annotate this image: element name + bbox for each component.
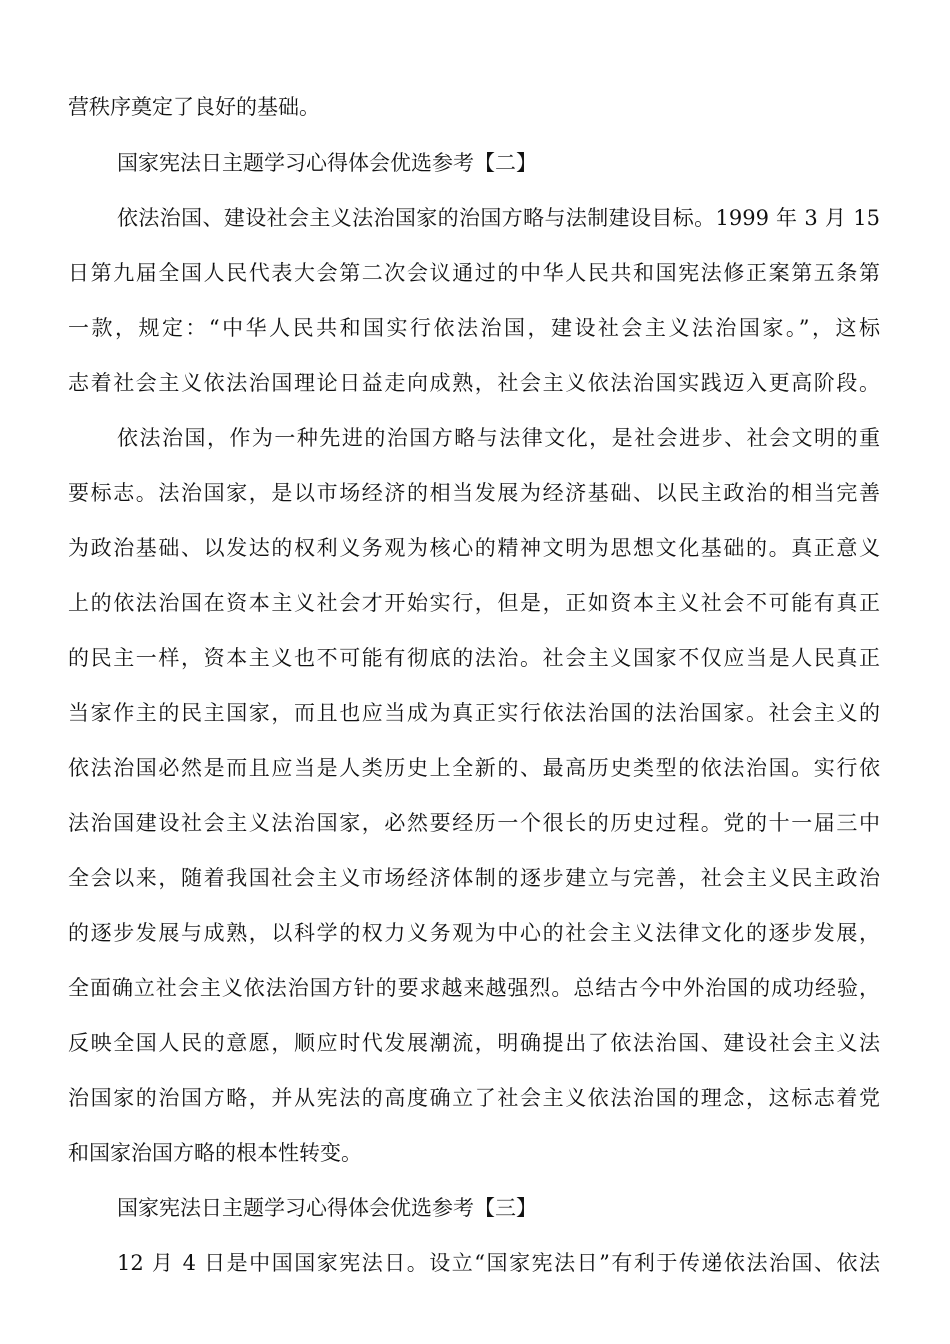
text-line-3: 依法治国、建设社会主义法治国家的治国方略与法制建设目标。1999 年 3 月 15: [117, 206, 880, 230]
text-line-10: 上的依法治国在资本主义社会才开始实行，但是，正如资本主义社会不可能有真正: [68, 591, 880, 615]
section-heading-2: 国家宪法日主题学习心得体会优选参考【二】: [117, 151, 537, 175]
text-line-13: 依法治国必然是而且应当是人类历史上全新的、最高历史类型的依法治国。实行依: [68, 756, 880, 780]
text-line-9: 为政治基础、以发达的权利义务观为核心的精神文明为思想文化基础的。真正意义: [68, 536, 880, 560]
text-line-11: 的民主一样，资本主义也不可能有彻底的法治。社会主义国家不仅应当是人民真正: [68, 646, 880, 670]
text-line-22: 12 月 4 日是中国国家宪法日。设立“国家宪法日”有利于传递依法治国、依法: [117, 1251, 880, 1275]
text-line-5: 一款，规定：“中华人民共和国实行依法治国，建设社会主义法治国家。”，这标: [68, 316, 880, 340]
text-line-16: 的逐步发展与成熟，以科学的权力义务观为中心的社会主义法律文化的逐步发展，: [68, 921, 880, 945]
text-line-15: 全会以来，随着我国社会主义市场经济体制的逐步建立与完善，社会主义民主政治: [68, 866, 880, 890]
text-line-4: 日第九届全国人民代表大会第二次会议通过的中华人民共和国宪法修正案第五条第: [68, 261, 880, 285]
text-line-20: 和国家治国方略的根本性转变。: [68, 1141, 362, 1165]
text-line-7: 依法治国，作为一种先进的治国方略与法律文化，是社会进步、社会文明的重: [117, 426, 880, 450]
text-line-19: 治国家的治国方略，并从宪法的高度确立了社会主义依法治国的理念，这标志着党: [68, 1086, 880, 1110]
text-line-12: 当家作主的民主国家，而且也应当成为真正实行依法治国的法治国家。社会主义的: [68, 701, 880, 725]
text-line-1: 营秩序奠定了良好的基础。: [68, 95, 320, 119]
section-heading-3: 国家宪法日主题学习心得体会优选参考【三】: [117, 1196, 537, 1220]
text-line-17: 全面确立社会主义依法治国方针的要求越来越强烈。总结古今中外治国的成功经验，: [68, 976, 880, 1000]
text-line-14: 法治国建设社会主义法治国家，必然要经历一个很长的历史过程。党的十一届三中: [68, 811, 880, 835]
text-line-18: 反映全国人民的意愿，顺应时代发展潮流，明确提出了依法治国、建设社会主义法: [68, 1031, 880, 1055]
text-line-8: 要标志。法治国家，是以市场经济的相当发展为经济基础、以民主政治的相当完善: [68, 481, 880, 505]
text-line-6: 志着社会主义依法治国理论日益走向成熟，社会主义依法治国实践迈入更高阶段。: [68, 371, 880, 395]
